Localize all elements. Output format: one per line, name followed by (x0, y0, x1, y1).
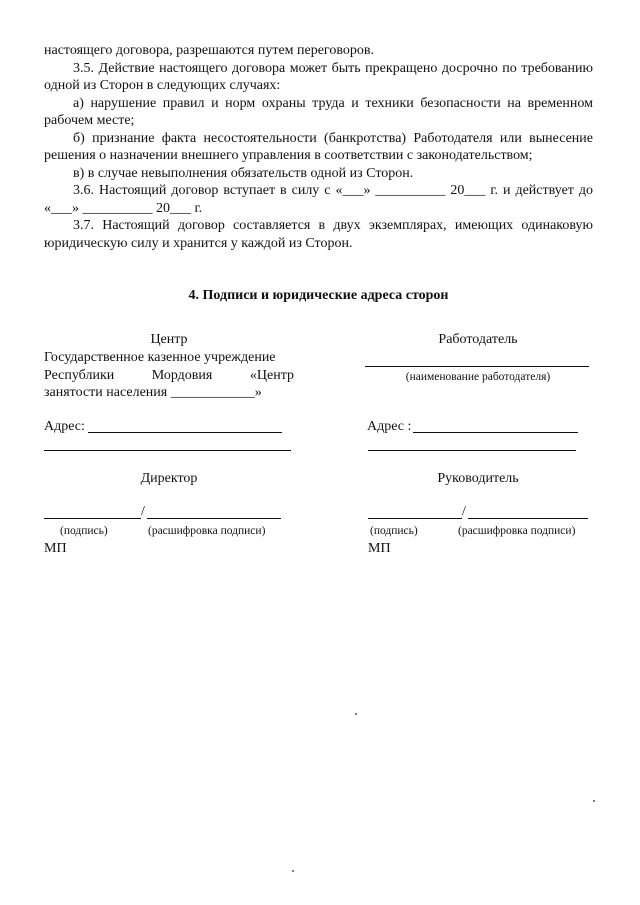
right-name-caption: (наименование работодателя) (405, 371, 551, 383)
right-address-line-2 (368, 450, 576, 451)
left-decode-caption: (расшифровка подписи) (148, 525, 266, 537)
paragraph-3-6: 3.6. Настоящий договор вступает в силу с «___» __________ 20___ г. и действует до «___» __________ 20___ г. (44, 183, 593, 216)
section-title: 4. Подписи и юридические адреса сторон (188, 288, 449, 303)
right-sign-caption: (подпись) (370, 525, 418, 537)
right-decode-line (468, 518, 588, 519)
right-position: Руководитель (437, 471, 519, 486)
left-position: Директор (140, 471, 198, 486)
right-heading: Работодатель (438, 332, 518, 347)
left-address-line-1 (88, 432, 282, 433)
left-signature-line (44, 518, 141, 519)
paragraph-3-7: 3.7. Настоящий договор составляется в двух экземплярах, имеющих одинаковую юридическую силу и хранится у каждой из Сторон. (44, 218, 593, 251)
right-signature-line (368, 518, 462, 519)
left-address-line-2 (44, 450, 291, 451)
left-org-block (44, 349, 294, 402)
right-stamp: МП (368, 541, 391, 556)
paragraph-3-5-c: в) в случае невыполнения обязательств одной из Сторон. (73, 165, 414, 181)
left-sign-slash: / (141, 504, 145, 519)
paragraph-3-5: 3.5. Действие настоящего договора может быть прекращено досрочно по требованию одной из Сторон в следующих случаях: (44, 60, 593, 93)
right-address-label: Адрес : (367, 419, 412, 434)
right-address-line-1 (413, 432, 578, 433)
right-decode-caption: (расшифровка подписи) (458, 525, 576, 537)
left-stamp: МП (44, 541, 67, 556)
scan-speck (593, 800, 595, 802)
paragraph-3-5-b: б) признание факта несостоятельности (банкротства) Работодателя или вынесение решения о назначении внешнего управления в соответствии с законодательством; (44, 130, 593, 163)
left-address-label: Адрес: (44, 419, 85, 434)
left-decode-line (147, 518, 281, 519)
left-org-line-2: Республики Мордовия «Центр (44, 367, 294, 383)
left-org-line-3: занятости населения ____________» (44, 385, 262, 400)
paragraph-3-4-end: настоящего договора, разрешаются путем переговоров. (44, 43, 374, 58)
right-sign-slash: / (462, 504, 466, 519)
scan-speck (292, 870, 294, 872)
right-name-line (365, 366, 589, 367)
left-heading: Центр (150, 332, 188, 347)
paragraph-3-5-a: а) нарушение правил и норм охраны труда и техники безопасности на временном рабочем месте; (44, 95, 593, 128)
left-sign-caption: (подпись) (60, 525, 108, 537)
left-org-line-1: Государственное казенное учреждение (44, 350, 276, 365)
contract-terms (44, 42, 593, 252)
scan-speck (355, 713, 357, 715)
